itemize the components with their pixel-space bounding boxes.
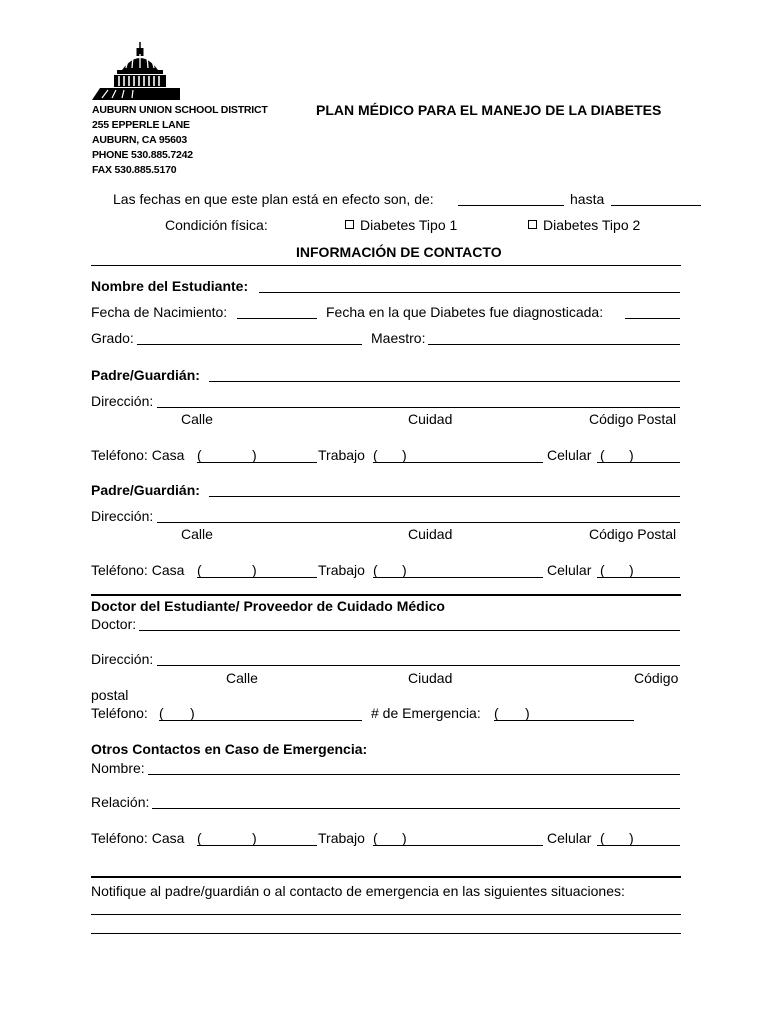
paren-close: )	[402, 447, 407, 463]
zip-caption: Código Postal	[589, 411, 677, 427]
start-date-field[interactable]	[458, 205, 564, 206]
page-title: PLAN MÉDICO PARA EL MANEJO DE LA DIABETES	[316, 102, 662, 118]
guardian1-cell-phone-field[interactable]	[597, 462, 680, 463]
paren-close: )	[525, 705, 530, 721]
work-label: Trabajo	[318, 447, 365, 463]
paren-open: (	[373, 447, 378, 463]
paren-close: )	[252, 830, 257, 846]
guardian1-work-phone-field[interactable]	[373, 462, 543, 463]
paren-open: (	[600, 830, 605, 846]
other-name-label: Nombre:	[91, 760, 145, 776]
student-name-field[interactable]	[259, 292, 680, 293]
work-label: Trabajo	[318, 562, 365, 578]
relation-label: Relación:	[91, 794, 150, 810]
doctor-address-label: Dirección:	[91, 651, 154, 667]
guardian1-address-label: Dirección:	[91, 393, 154, 409]
other-contacts-heading: Otros Contactos en Caso de Emergencia:	[91, 741, 368, 757]
type2-option[interactable]: Diabetes Tipo 2	[528, 217, 640, 233]
other-home-phone-field[interactable]	[197, 845, 317, 846]
paren-close: )	[190, 705, 195, 721]
dob-field[interactable]	[237, 318, 317, 319]
doctor-city-caption: Ciudad	[408, 670, 453, 686]
district-street: 255 EPPERLE LANE	[92, 119, 190, 131]
emergency-phone-field[interactable]	[494, 720, 634, 721]
paren-close: )	[629, 447, 634, 463]
doctor-street-caption: Calle	[226, 670, 258, 686]
doctor-heading: Doctor del Estudiante/ Proveedor de Cuidado Médico	[91, 598, 445, 614]
dates-label: Las fechas en que este plan está en efecto son, de:	[113, 191, 434, 207]
guardian1-address-field[interactable]	[157, 407, 680, 408]
doctor-field[interactable]	[139, 630, 680, 631]
guardian2-address-field[interactable]	[157, 522, 680, 523]
guardian1-label: Padre/Guardián:	[91, 367, 200, 383]
relation-field[interactable]	[152, 808, 680, 809]
street-caption: Calle	[181, 411, 213, 427]
guardian2-field[interactable]	[209, 496, 680, 497]
guardian1-home-phone-label: Teléfono: Casa	[91, 447, 185, 463]
checkbox-icon[interactable]	[345, 220, 354, 229]
notify-line-1[interactable]	[91, 914, 681, 915]
end-date-field[interactable]	[611, 205, 701, 206]
condition-label: Condición física:	[165, 217, 268, 233]
street-caption: Calle	[181, 526, 213, 542]
city-caption: Cuidad	[408, 411, 453, 427]
student-name-label: Nombre del Estudiante:	[91, 278, 249, 294]
paren-close: )	[252, 447, 257, 463]
doctor-zip-caption-cont: postal	[91, 687, 129, 703]
zip-caption: Código Postal	[589, 526, 677, 542]
paren-close: )	[402, 830, 407, 846]
district-name: AUBURN UNION SCHOOL DISTRICT	[92, 104, 268, 116]
paren-close: )	[252, 562, 257, 578]
paren-open: (	[197, 447, 202, 463]
grade-label: Grado:	[91, 330, 134, 346]
checkbox-icon[interactable]	[528, 220, 537, 229]
paren-open: (	[197, 830, 202, 846]
cell-label: Celular	[547, 562, 592, 578]
notify-text: Notifique al padre/guardián o al contacto de emergencia en las siguientes situaciones:	[91, 883, 625, 899]
doctor-address-field[interactable]	[157, 665, 680, 666]
guardian2-address-label: Dirección:	[91, 508, 154, 524]
paren-open: (	[600, 562, 605, 578]
doctor-phone-label: Teléfono:	[91, 705, 148, 721]
notify-line-2[interactable]	[91, 933, 681, 934]
paren-open: (	[373, 562, 378, 578]
type1-option[interactable]: Diabetes Tipo 1	[345, 217, 457, 233]
work-label: Trabajo	[318, 830, 365, 846]
cell-label: Celular	[547, 830, 592, 846]
divider	[91, 876, 681, 878]
district-phone: PHONE 530.885.7242	[92, 149, 193, 161]
grade-field[interactable]	[137, 344, 362, 345]
district-city: AUBURN, CA 95603	[92, 134, 188, 146]
guardian2-home-phone-label: Teléfono: Casa	[91, 562, 185, 578]
paren-open: (	[373, 830, 378, 846]
dob-label: Fecha de Nacimiento:	[91, 304, 228, 320]
other-cell-phone-field[interactable]	[597, 845, 680, 846]
paren-close: )	[629, 830, 634, 846]
paren-open: (	[159, 705, 164, 721]
other-home-phone-label: Teléfono: Casa	[91, 830, 185, 846]
teacher-field[interactable]	[428, 344, 680, 345]
guardian1-home-phone-field[interactable]	[197, 462, 317, 463]
emergency-label: # de Emergencia:	[371, 705, 481, 721]
guardian2-cell-phone-field[interactable]	[597, 577, 680, 578]
doctor-label: Doctor:	[91, 616, 137, 632]
guardian2-home-phone-field[interactable]	[197, 577, 317, 578]
city-caption: Cuidad	[408, 526, 453, 542]
doctor-phone-field[interactable]	[159, 720, 362, 721]
district-fax: FAX 530.885.5170	[92, 164, 177, 176]
paren-close: )	[629, 562, 634, 578]
paren-open: (	[494, 705, 499, 721]
other-work-phone-field[interactable]	[373, 845, 543, 846]
paren-open: (	[197, 562, 202, 578]
paren-close: )	[402, 562, 407, 578]
divider	[91, 265, 681, 266]
teacher-label: Maestro:	[371, 330, 426, 346]
diagnosis-label: Fecha en la que Diabetes fue diagnosticada:	[326, 304, 604, 320]
cell-label: Celular	[547, 447, 592, 463]
guardian2-work-phone-field[interactable]	[373, 577, 543, 578]
divider	[91, 594, 681, 596]
dates-until: hasta	[570, 191, 605, 207]
other-name-field[interactable]	[148, 774, 680, 775]
guardian1-field[interactable]	[209, 381, 680, 382]
diagnosis-field[interactable]	[625, 318, 680, 319]
doctor-zip-caption: Código	[634, 670, 679, 686]
paren-open: (	[600, 447, 605, 463]
guardian2-label: Padre/Guardián:	[91, 482, 200, 498]
contact-heading: INFORMACIÓN DE CONTACTO	[296, 244, 502, 260]
capitol-dome-logo	[92, 40, 182, 102]
